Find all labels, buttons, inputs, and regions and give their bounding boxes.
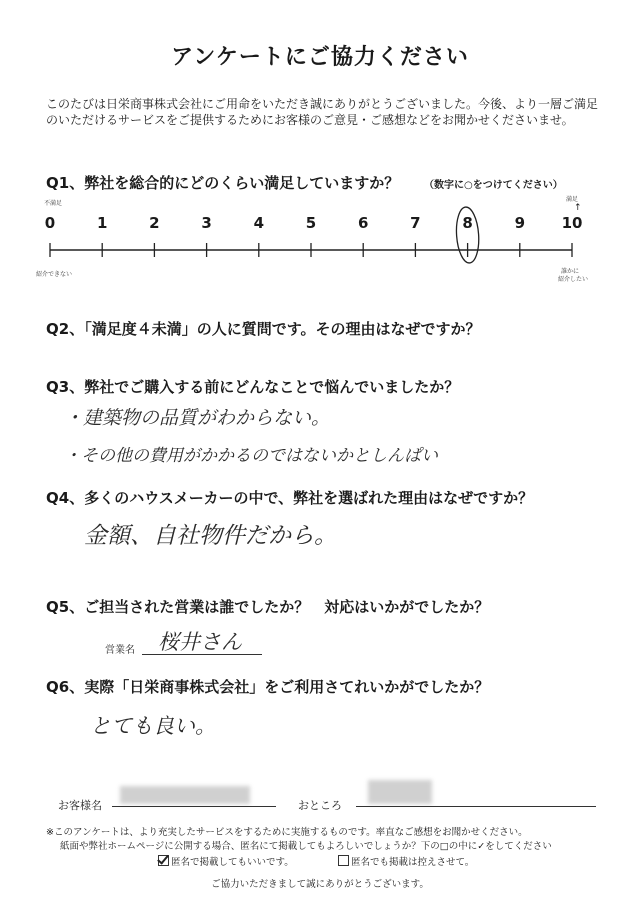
scale-max-caption-2: 紹介したい xyxy=(558,276,589,283)
q6-answer: とても良い。 xyxy=(90,714,216,738)
customer-name-label: お客様名 xyxy=(58,799,102,812)
q1-instruction: （数字に○をつけてください） xyxy=(424,180,563,191)
scale-number-4[interactable]: 4 xyxy=(253,214,265,232)
scale-number-1[interactable]: 1 xyxy=(96,214,108,232)
footer-note-2: 紙面や弊社ホームページに公開する場合、匿名にて掲載してもよろしいでしょうか？下の□の中に✓をしてください xyxy=(60,841,552,852)
q4-answer: 金額、自社物件だから。 xyxy=(84,523,337,549)
scale-line xyxy=(0,0,640,300)
scale-number-3[interactable]: 3 xyxy=(201,214,212,232)
scale-number-5[interactable]: 5 xyxy=(305,214,317,232)
scale-max-label: 満足 xyxy=(566,196,579,203)
q4-question: Q4、多くのハウスメーカーの中で、弊社を選ばれた理由はなぜですか？ xyxy=(46,489,534,507)
customer-name-line xyxy=(112,806,276,807)
publish-ok-checkbox[interactable] xyxy=(158,855,169,866)
q3-answer-2: ・その他の費用がかかるのではないかとしんぱい xyxy=(64,446,438,466)
scale-number-7[interactable]: 7 xyxy=(410,214,421,232)
address-line xyxy=(356,806,596,807)
publish-ng-checkbox[interactable] xyxy=(338,855,349,866)
scale-min-caption: 紹介できない xyxy=(36,271,73,278)
thanks-text: ご協力いただきまして誠にありがとうございます。 xyxy=(211,879,429,890)
footer-note-1: ※このアンケートは、より充実したサービスをするために実施するものです。率直なご感想をお聞かせください。 xyxy=(46,827,528,838)
satisfaction-scale xyxy=(0,0,640,300)
scale-number-2[interactable]: 2 xyxy=(149,214,160,232)
address-label: おところ xyxy=(298,799,342,812)
rep-label: 営業名 xyxy=(105,645,135,656)
scale-number-10[interactable]: 10 xyxy=(561,214,583,232)
arrow-icon: ↑ xyxy=(574,203,582,213)
scale-number-8[interactable]: 8 xyxy=(462,214,473,232)
scale-max-caption-1: 誰かに xyxy=(561,268,580,275)
scale-number-6[interactable]: 6 xyxy=(357,214,369,232)
intro-text: このたびは日栄商事株式会社にご用命をいただき誠にありがとうございました。今後、より一層ご満足のいただけるサービスをご提供するためにお客様のご意見・ご感想などをお聞かせくださいませ。 xyxy=(46,97,599,127)
address-redacted xyxy=(368,780,432,804)
rep-name: 桜井さん xyxy=(158,630,242,654)
q3-question: Q3、弊社でご購入する前にどんなことで悩んでいましたか？ xyxy=(46,378,460,396)
publish-ok-label: 匿名で掲載してもいいです。 xyxy=(171,857,294,868)
customer-name-redacted xyxy=(120,786,250,804)
option-publish-ng[interactable] xyxy=(338,855,474,869)
q6-question: Q6、実際「日栄商事株式会社」をご利用さてれいかがでしたか？ xyxy=(46,678,490,696)
scale-number-9[interactable]: 9 xyxy=(514,214,526,232)
option-publish-ok[interactable] xyxy=(158,855,294,869)
q3-answer-1: ・建築物の品質がわからない。 xyxy=(64,407,331,429)
page-title: アンケートにご協力ください xyxy=(171,45,469,70)
scale-min-label: 不満足 xyxy=(44,200,63,207)
q2-question: Q2、「満足度４未満」の人に質問です。その理由はなぜですか？ xyxy=(46,320,481,338)
scale-number-0[interactable]: 0 xyxy=(44,214,56,232)
rep-underline xyxy=(142,654,262,655)
publish-ng-label: 匿名でも掲載は控えさせて。 xyxy=(351,857,475,868)
q1-question: Q1、弊社を総合的にどのくらい満足していますか？ xyxy=(46,174,400,192)
q5-question: Q5、ご担当された営業は誰でしたか？ 対応はいかがでしたか？ xyxy=(46,598,490,616)
